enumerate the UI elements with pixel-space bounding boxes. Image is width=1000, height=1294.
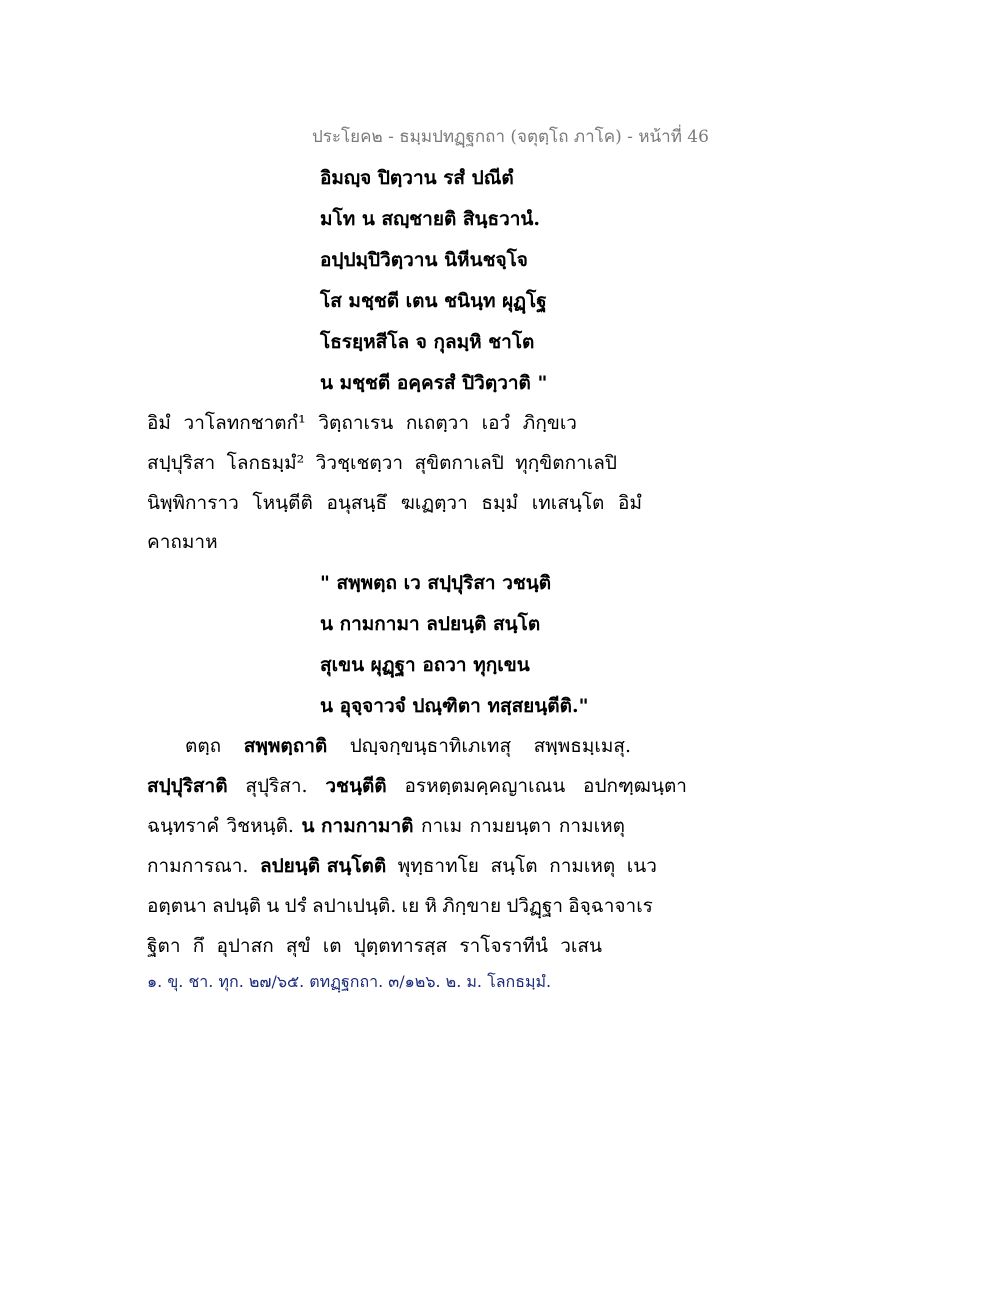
word: เอวํ bbox=[481, 412, 511, 434]
word: เทเสนฺโต bbox=[531, 492, 605, 514]
commentary-line-2 bbox=[147, 771, 687, 801]
word: ลปาเปนฺติ. bbox=[312, 895, 397, 917]
page-header: ประโยค๒ - ธมฺมปทฏฺฐกถา (จตุตฺโถ ภาโค) - หน้าที่ 46 bbox=[312, 127, 709, 147]
verse1-line-4: โส มชฺชตี เตน ชนินฺท ผุฏฺโฐ bbox=[320, 290, 547, 312]
word: กามเหตุ bbox=[549, 855, 616, 877]
word: อนุสนฺธึ bbox=[326, 492, 388, 514]
verse1-line-2: มโท น สญฺชายติ สินฺธวานํ. bbox=[320, 208, 541, 230]
term-bold: ลปยนฺติ สนฺโตติ bbox=[259, 855, 387, 877]
prose1-line-3 bbox=[147, 488, 642, 518]
word: ฉนฺทราคํ bbox=[147, 815, 220, 837]
word: ตตฺถ bbox=[185, 735, 222, 757]
verse1-line-3: อปฺปมฺปิวิตฺวาน นิหีนชจฺโจ bbox=[320, 249, 528, 271]
prose1-line-4 bbox=[147, 527, 687, 557]
term-bold: วชนฺตีติ bbox=[325, 775, 387, 797]
word: เนว bbox=[626, 855, 657, 877]
word: สพฺพธมฺเมสุ. bbox=[533, 735, 631, 757]
word: กเถตฺวา bbox=[405, 412, 470, 434]
word: เต bbox=[322, 935, 342, 957]
verse2-line-1: " สพฺพตฺถ เว สปฺปุริสา วชนฺติ bbox=[320, 572, 552, 594]
commentary-line-4 bbox=[147, 851, 657, 881]
word: อิจฺฉาจาเร bbox=[568, 895, 653, 917]
word: ปวิฏฺฐา bbox=[506, 895, 563, 917]
word: น bbox=[266, 895, 280, 917]
word: ปรํ bbox=[284, 895, 307, 917]
commentary-line-3 bbox=[147, 811, 625, 841]
word: อรหตฺตมคฺคญาเณน bbox=[404, 775, 566, 797]
word: กึ bbox=[192, 935, 205, 957]
word: สนฺโต bbox=[490, 855, 538, 877]
word: ภิกฺขเว bbox=[522, 412, 577, 434]
word: สุปุริสา. bbox=[245, 775, 308, 797]
word: ราโจราทีนํ bbox=[459, 935, 548, 957]
word: นิพฺพิการาว bbox=[147, 492, 239, 514]
verse1-line-1: อิมญฺจ ปิตฺวาน รสํ ปณีตํ bbox=[320, 167, 514, 189]
commentary-line-1 bbox=[185, 731, 631, 761]
word: ลปนฺติ bbox=[212, 895, 262, 917]
word: วาโลทกชาตกํ¹ bbox=[183, 412, 306, 434]
term-bold: สปฺปุริสาติ bbox=[147, 775, 228, 797]
word: ฐิตา bbox=[147, 935, 181, 957]
commentary-line-6 bbox=[147, 931, 602, 961]
verse1-line-6: น มชฺชตี อคฺครสํ ปิวิตฺวาติ " bbox=[320, 372, 548, 394]
word: สุขํ bbox=[285, 935, 311, 957]
word: เย bbox=[401, 895, 420, 917]
word: อุปาสก bbox=[216, 935, 274, 957]
word: อปกฑฺฒนฺตา bbox=[583, 775, 687, 797]
word: ภิกฺขาย bbox=[442, 895, 502, 917]
prose1-line-1 bbox=[147, 408, 577, 438]
word: พุทฺธาทโย bbox=[397, 855, 479, 877]
prose1-line-2 bbox=[147, 448, 617, 478]
word: วเสน bbox=[560, 935, 602, 957]
word: วิตฺถาเรน bbox=[318, 412, 394, 434]
footnote: ๑. ขุ. ชา. ทุก. ๒๗/๖๕. ตทฏฺฐกถา. ๓/๑๒๖. ๒. ม. โลกธมฺมํ. bbox=[147, 972, 552, 991]
commentary-line-5 bbox=[147, 891, 653, 921]
word: วิวชฺเชตฺวา bbox=[315, 452, 404, 474]
word: ฆเฏตฺวา bbox=[400, 492, 468, 514]
word: กาเม bbox=[420, 815, 463, 837]
word: กามยนฺตา bbox=[469, 815, 552, 837]
word: อิมํ bbox=[618, 492, 642, 514]
verse2-line-4: น อุจฺจาวจํ ปณฺฑิตา ทสฺสยนฺตีติ." bbox=[320, 695, 589, 717]
word: สุขิตกาเลปิ bbox=[414, 452, 504, 474]
word: โหนฺตีติ bbox=[252, 492, 313, 514]
term-bold: น กามกามาติ bbox=[301, 815, 414, 837]
verse2-line-2: น กามกามา ลปยนฺติ สนฺโต bbox=[320, 613, 541, 635]
word: โลกธมฺมํ² bbox=[226, 452, 305, 474]
word: สปฺปุริสา bbox=[147, 452, 216, 474]
term-bold: สพฺพตฺถาติ bbox=[243, 735, 328, 757]
word: คาถมาห bbox=[147, 531, 218, 553]
word: ปญฺจกฺขนฺธาทิเภเทสุ bbox=[349, 735, 512, 757]
verse1-line-5: โธรยฺหสีโล จ กุลมฺหิ ชาโต bbox=[320, 331, 535, 353]
word: อิมํ bbox=[147, 412, 171, 434]
word: หิ bbox=[424, 895, 438, 917]
word: ธมฺมํ bbox=[481, 492, 519, 514]
word: ปุตฺตทารสฺส bbox=[353, 935, 448, 957]
verse2-line-3: สุเขน ผุฏฺฐา อถวา ทุกฺเขน bbox=[320, 654, 530, 676]
word: ทุกฺขิตกาเลปิ bbox=[515, 452, 617, 474]
word: กามเหตุ bbox=[558, 815, 625, 837]
word: วิชหนฺติ. bbox=[226, 815, 294, 837]
word: กามการณา. bbox=[147, 855, 249, 877]
word: อตฺตนา bbox=[147, 895, 207, 917]
